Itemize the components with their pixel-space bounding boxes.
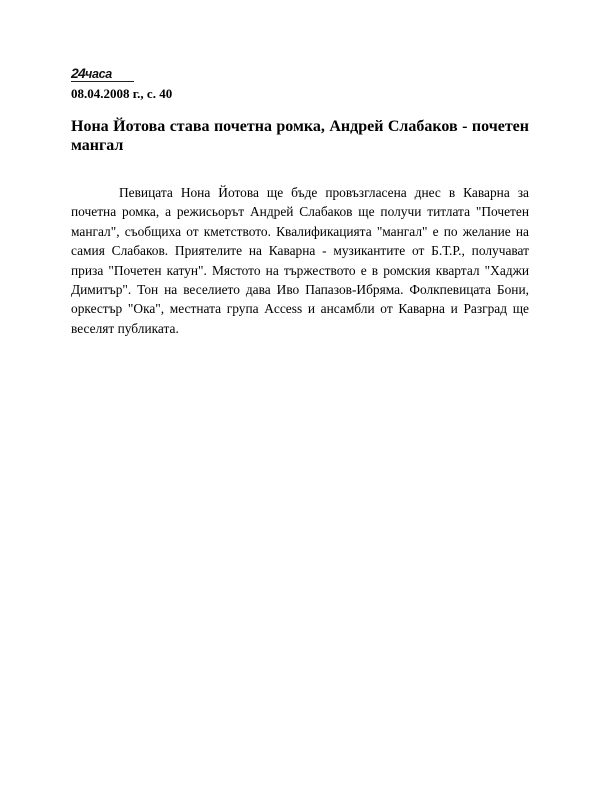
- publication-date-page: 08.04.2008 г., с. 40: [71, 86, 173, 101]
- logo-word: часа: [84, 67, 112, 81]
- publication-logo: [71, 66, 112, 81]
- article-body: Певицата Нона Йотова ще бъде провъзгласена днес в Каварна за почетна ромка, а режисьорът Андрей Слабаков ще получи титлата "Почетен мангал", съобщиха от кметството. Квалификацията "мангал" е по желание на самия Слабаков. Приятелите на Каварна - музикантите от Б.Т.Р., получават приза "Почетен катун". Мястото на тържеството е в ромския квартал "Хаджи Димитър". Тон на веселието дава Иво Папазов-Ибряма. Фолкпевицата Бони, оркестър "Ока", местната група Access и ансамбли от Каварна и Разград ще веселят публиката.: [71, 185, 529, 336]
- logo-underline: [71, 81, 134, 82]
- article-title: Нона Йотова става почетна ромка, Андрей Слабаков - почетен мангал: [71, 118, 529, 154]
- logo-number: 24: [71, 65, 85, 81]
